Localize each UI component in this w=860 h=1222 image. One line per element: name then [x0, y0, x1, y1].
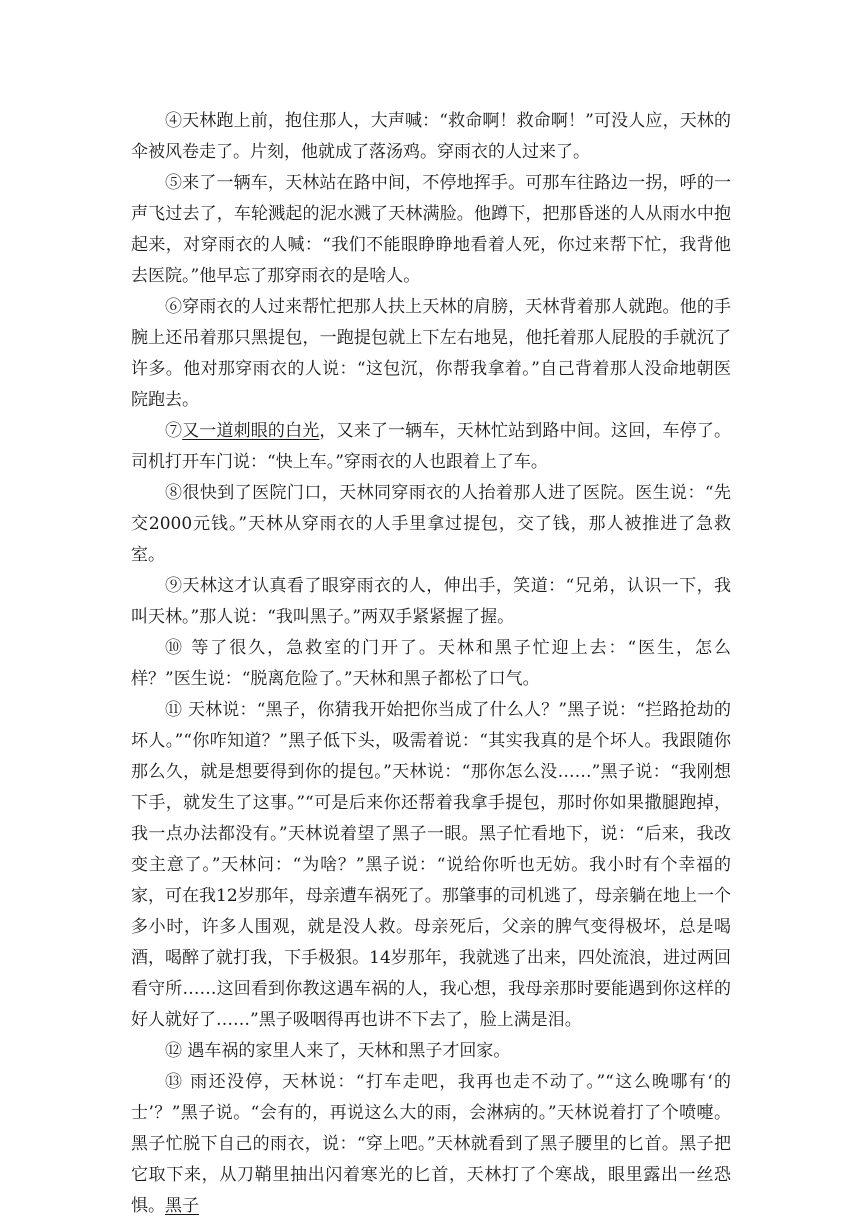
paragraph-7 [131, 416, 731, 478]
paragraph-8 [131, 478, 731, 571]
paragraph-text: ⑩ 等了很久，急救室的门开了。天林和黑子忙迎上去：“医生，怎么样？”医生说：“脱离危险了。”天林和黑子都松了口气。 [131, 638, 731, 689]
paragraph-text: ，又来了一辆车，天林忙站到路中间。这回，车停了。司机打开车门说：“快上车。”穿雨衣的人也跟着上了车。 [131, 421, 731, 472]
paragraph-text: ⑬ 雨还没停，天林说：“打车走吧，我再也走不动了。”“这么晚哪有‘的士’？”黑子说。“会有的，再说这么大的雨，会淋病的。”天林说着打了个喷嚏。黑子忙脱下自己的雨衣，说：“穿上吧。”天林就看到了黑子腰里的匕首。黑子把它取下来，从刀鞘里抽出闪着寒光的匕首，天林打了个寒战，眼里露出一丝恐惧。 [131, 1072, 731, 1216]
paragraph-10 [131, 633, 731, 695]
paragraph-text: ⑥穿雨衣的人过来帮忙把那人扶上天林的肩膀，天林背着那人就跑。他的手腕上还吊着那只黑提包，一跑提包就上下左右地晃，他托着那人屁股的手就沉了许多。他对那穿雨衣的人说：“这包沉，你帮我拿着。”自己背着那人没命地朝医院跑去。 [131, 297, 731, 410]
paragraph-13 [131, 1067, 731, 1222]
paragraph-text: ⑪ 天林说：“黑子，你猜我开始把你当成了什么人？”黑子说：“拦路抢劫的坏人。”“你咋知道？”黑子低下头，吸需着说：“其实我真的是个坏人。我跟随你那么久，就是想要得到你的提包。”天林说：“那你怎么没……”黑子说：“我刚想下手，就发生了这事。”“可是后来你还帮着我拿手提包，那时你如果撒腿跑掉，我一点办法都没有。”天林说着望了黑子一眼。黑子忙看地下，说：“后来，我改变主意了。”天林问：“为啥？”黑子说：“说给你听也无妨。我小时有个幸福的家，可在我12岁那年，母亲遭车祸死了。那肇事的司机逃了，母亲躺在地上一个多小时，许多人围观，就是没人救。母亲死后，父亲的脾气变得极坏，总是喝酒，喝醉了就打我，下手极狠。14岁那年，我就逃了出来，四处流浪，进过两回看守所……这回看到你教这遇车祸的人，我心想，我母亲那时要能遇到你这样的好人就好了……”黑子吸咽得再也讲不下去了，脸上满是泪。 [131, 700, 731, 1030]
paragraph-text: ⑤来了一辆车，天林站在路中间，不停地挥手。可那车往路边一拐，呼的一声飞过去了，车轮溅起的泥水溅了天林满脸。他蹲下，把那昏迷的人从雨水中抱起来，对穿雨衣的人喊：“我们不能眼睁睁地看着人死，你过来帮下忙，我背他去医院。”他早忘了那穿雨衣的是啥人。 [131, 173, 731, 286]
paragraph-text: ⑧很快到了医院门口，天林同穿雨衣的人抬着那人进了医院。医生说：“先交2000元钱。”天林从穿雨衣的人手里拿过提包，交了钱，那人被推进了急救室。 [131, 483, 731, 565]
paragraph-12 [131, 1036, 731, 1067]
paragraph-text: ⑫ 遇车祸的家里人来了，天林和黑子才回家。 [165, 1041, 511, 1061]
paragraph-11 [131, 695, 731, 1036]
paragraph-4 [131, 106, 731, 168]
paragraph-number: ⑦ [165, 421, 183, 441]
underlined-phrase: 黑子 [165, 1196, 199, 1216]
paragraph-text: ⑨天林这才认真看了眼穿雨衣的人，伸出手，笑道：“兄弟，认识一下，我叫天林。”那人说：“我叫黑子。”两双手紧紧握了握。 [131, 576, 731, 627]
paragraph-text: ④天林跑上前，抱住那人，大声喊：“救命啊！救命啊！”可没人应，天林的伞被风卷走了。片刻，他就成了落汤鸡。穿雨衣的人过来了。 [131, 111, 731, 162]
document-page [131, 106, 731, 1222]
underlined-phrase: 又一道刺眼的白光 [182, 421, 320, 441]
paragraph-5 [131, 168, 731, 292]
paragraph-9 [131, 571, 731, 633]
paragraph-6 [131, 292, 731, 416]
